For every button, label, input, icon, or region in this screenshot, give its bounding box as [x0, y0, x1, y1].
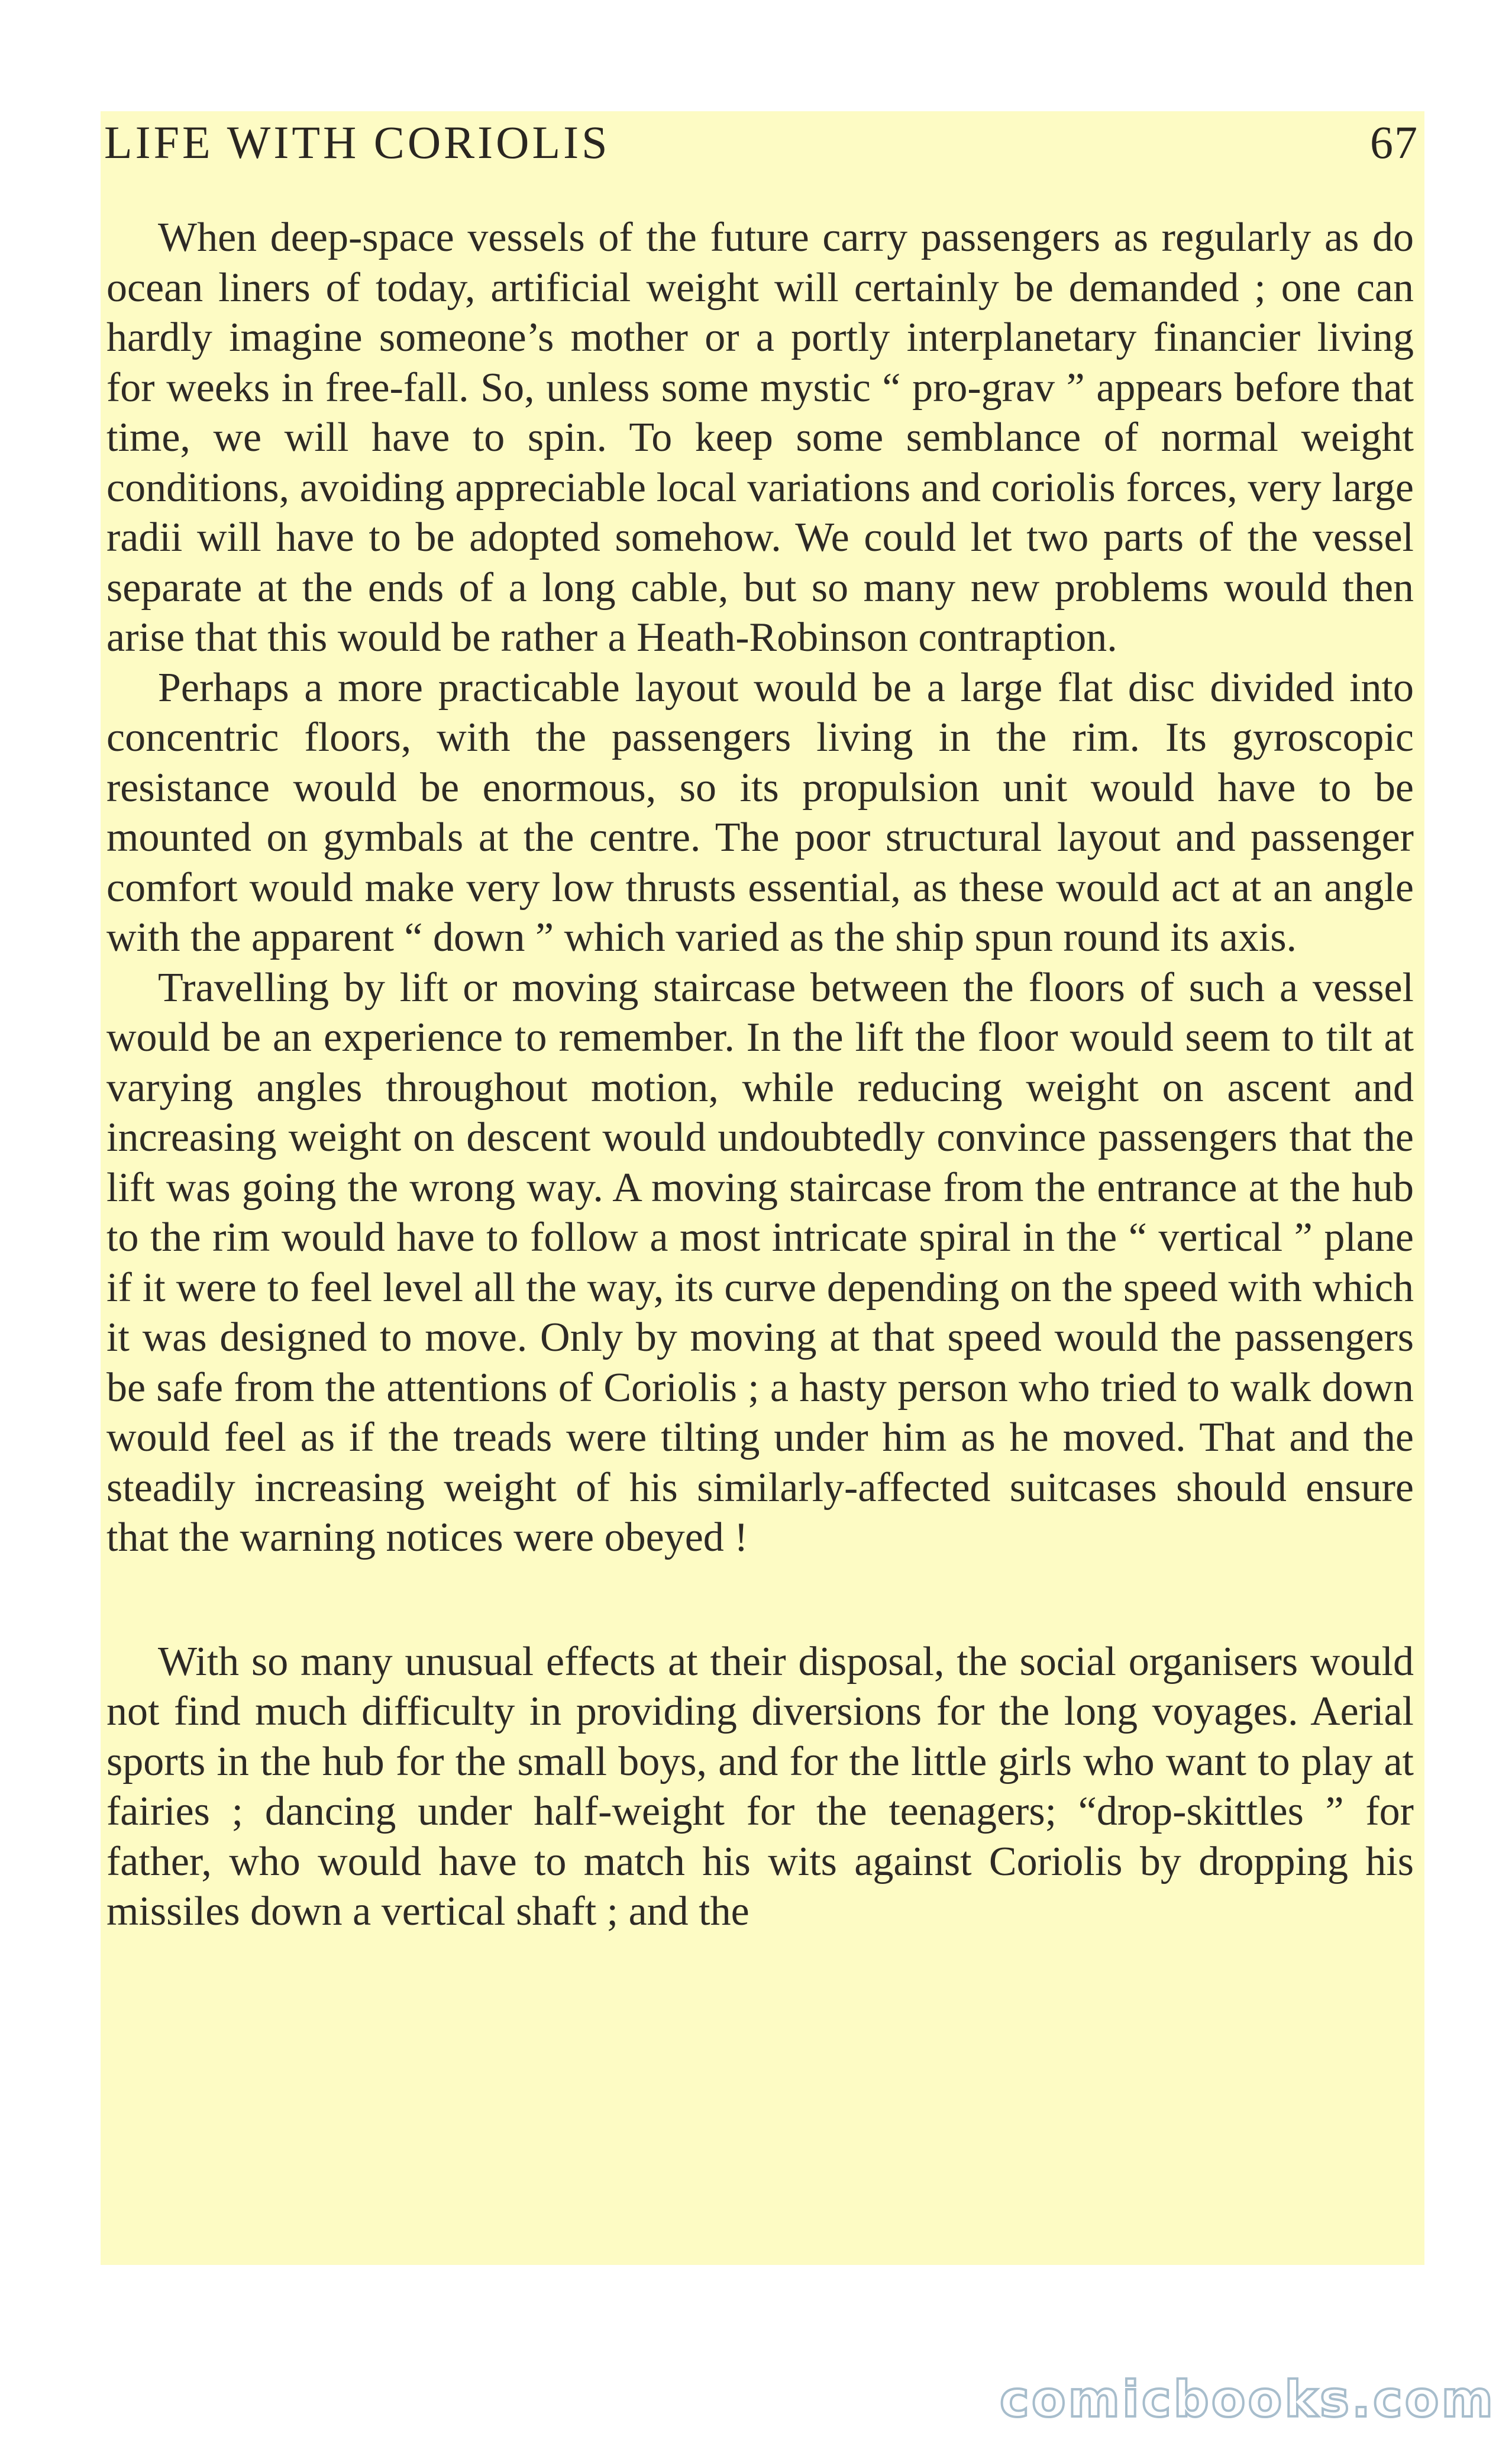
section-break	[106, 1563, 1414, 1637]
watermark-logo: comicbooks.com	[1000, 2370, 1495, 2428]
body-text	[106, 213, 1414, 1937]
paragraph-4: With so many unusual effects at their disposal, the social organisers would not find much difficulty in providing diversions for the long voyages. Aerial sports in the hub for the small boys, and for the little girls who want to play at fairies ; dancing under half-weight for the teenagers; “drop-skittles ” for father, who would have to match his wits against Coriolis by dropping his missiles down a vertical shaft ; and the	[106, 1638, 1414, 1934]
paragraph-2: Perhaps a more practicable layout would be a large flat disc divided into concentric floors, with the passengers living in the rim. Its gyroscopic resistance would be enormous, so its propulsion unit would have to be mounted on gymbals at the centre. The poor structural layout and passenger comfort would make very low thrusts essential, as these would act at an angle with the apparent “ down ” which varied as the ship spun round its axis.	[106, 664, 1414, 960]
paragraph-1: When deep-space vessels of the future carry passengers as regularly as do ocean liners of today, artificial weight will certainly be demanded ; one can hardly imagine someone’s mother or a portly interplanetary financier living for weeks in free-fall. So, unless some mystic “ pro-grav ” appears before that time, we will have to spin. To keep some semblance of normal weight conditions, avoiding appreciable local variations and coriolis forces, very large radii will have to be adopted somehow. We could let two parts of the vessel separate at the ends of a long cable, but so many new problems would then arise that this would be rather a Heath-Robinson contraption.	[106, 215, 1414, 660]
chapter-title: LIFE WITH CORIOLIS	[104, 117, 610, 168]
page-number: 67	[1370, 117, 1419, 168]
running-head	[104, 110, 1419, 175]
paragraph-3: Travelling by lift or moving staircase between the floors of such a vessel would be an experience to remember. In the lift the floor would seem to tilt at varying angles throughout motion, while reducing weight on ascent and increasing weight on descent would undoubtedly convince passengers that the lift was going the wrong way. A moving staircase from the entrance at the hub to the rim would have to follow a most intricate spiral in the “ vertical ” plane if it were to feel level all the way, its curve depending on the speed with which it was designed to move. Only by moving at that speed would the passengers be safe from the attentions of Coriolis ; a hasty person who tried to walk down would feel as if the treads were tilting under him as he moved. That and the steadily increasing weight of his similarly-affected suitcases should ensure that the warning notices were obeyed !	[106, 964, 1414, 1560]
